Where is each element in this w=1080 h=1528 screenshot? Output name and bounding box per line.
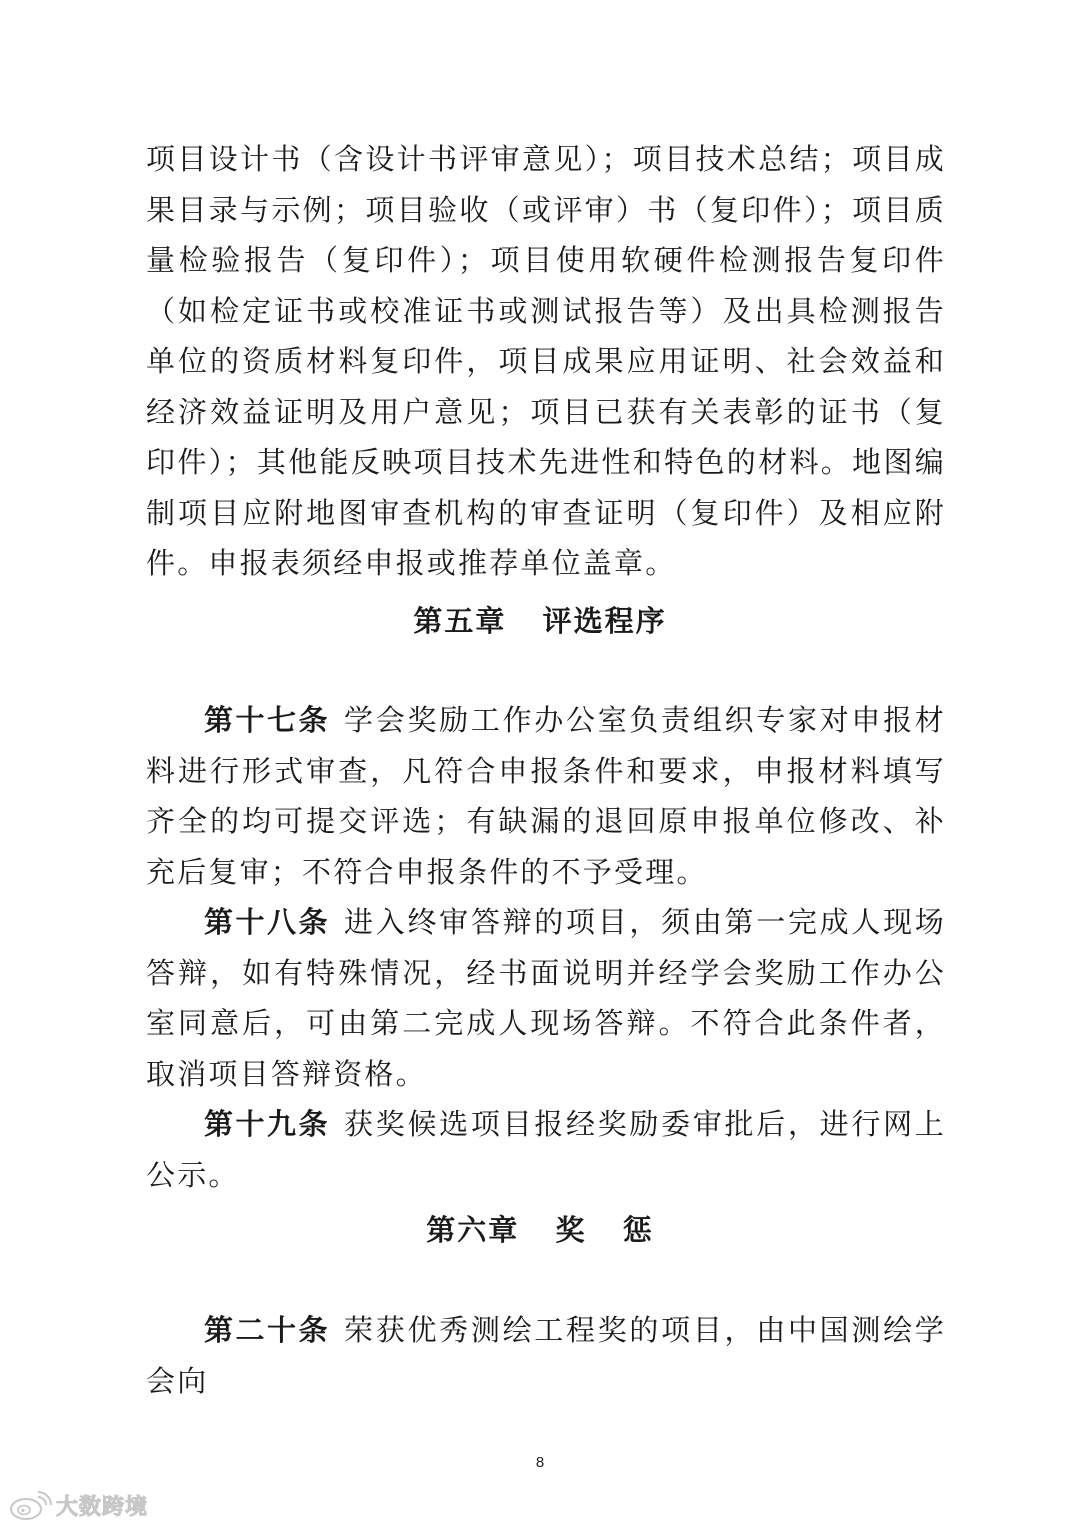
watermark xyxy=(8,1490,148,1521)
article-number: 第十八条 xyxy=(204,905,331,939)
chapter-six-heading: 第六章 奖 惩 xyxy=(426,1213,654,1247)
article-19 xyxy=(146,1099,946,1200)
watermark-text: 大数跨境 xyxy=(56,1495,149,1520)
chapter-five-articles xyxy=(146,695,946,1200)
continuation-paragraph: 项目设计书（含设计书评审意见）；项目技术总结；项目成果目录与示例；项目验收（或评审）书（复印件）；项目质量检验报告（复印件）；项目使用软硬件检测报告复印件（如检定证书或校准证书或测试报告等）及出具检测报告单位的资质材料复印件，项目成果应用证明、社会效益和经济效益证明及用户意见；项目已获有关表彰的证书（复印件）；其他能反映项目技术先进性和特色的材料。地图编制项目应附地图审查机构的审查证明（复印件）及相应附件。申报表须经申报或推荐单位盖章。 xyxy=(146,142,946,580)
article-number: 第十九条 xyxy=(204,1107,331,1141)
article-17 xyxy=(146,695,946,897)
article-text: 荣获优秀测绘工程奖的项目，由中国测绘学会向 xyxy=(146,1313,946,1398)
page-number: 8 xyxy=(535,1454,545,1471)
article-20 xyxy=(146,1305,946,1406)
article-number: 第十七条 xyxy=(204,703,331,737)
article-text: 获奖候选项目报经奖励委审批后，进行网上公示。 xyxy=(146,1107,946,1192)
weibo-logo-icon xyxy=(8,1491,52,1521)
article-text: 学会奖励工作办公室负责组织专家对申报材料进行形式审查，凡符合申报条件和要求，申报材料填写齐全的均可提交评选；有缺漏的退回原申报单位修改、补充后复审；不符合申报条件的不予受理。 xyxy=(146,703,946,889)
chapter-six-articles xyxy=(146,1305,946,1406)
chapter-five-heading: 第五章 评选程序 xyxy=(413,604,667,638)
article-text: 进入终审答辩的项目，须由第一完成人现场答辩，如有特殊情况，经书面说明并经学会奖励工作办公室同意后，可由第二完成人现场答辩。不符合此条件者，取消项目答辩资格。 xyxy=(146,905,946,1091)
continuation-section xyxy=(146,134,946,589)
article-18 xyxy=(146,897,946,1099)
article-number: 第二十条 xyxy=(204,1313,331,1347)
